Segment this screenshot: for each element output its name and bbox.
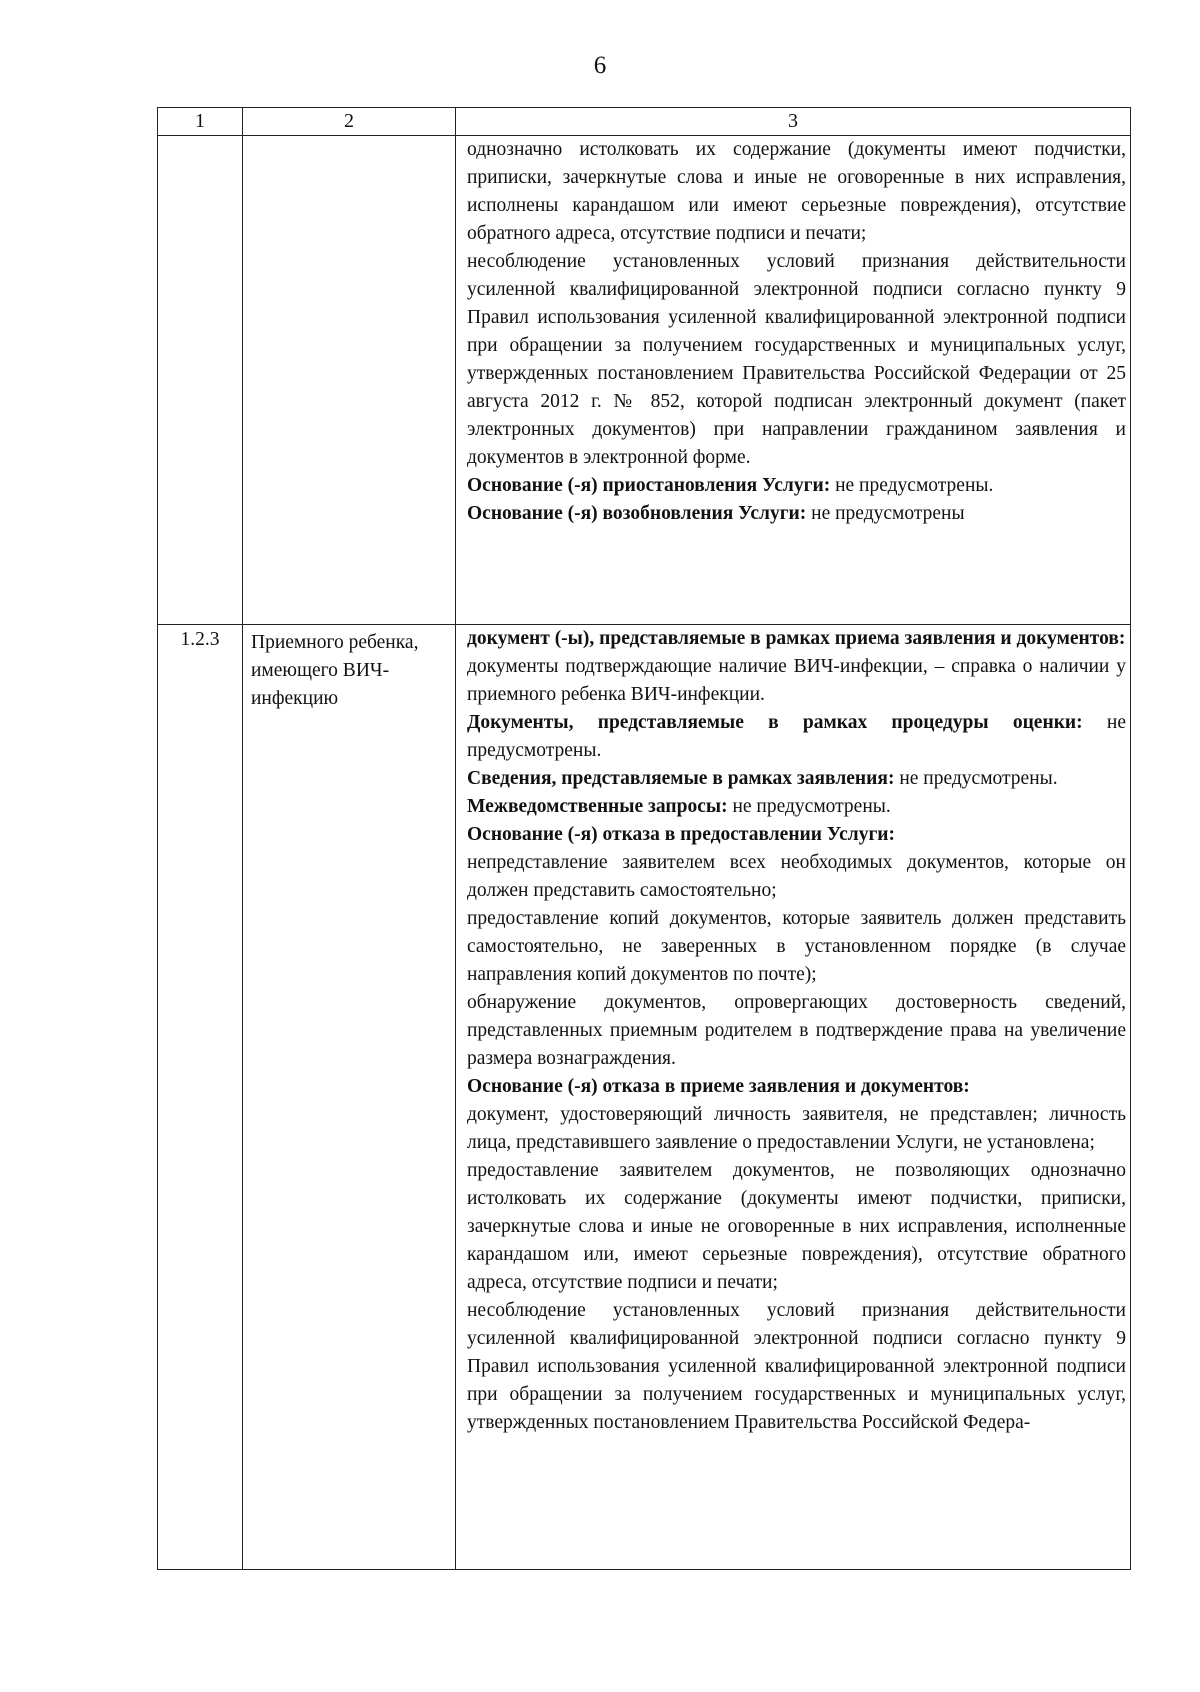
content-paragraph: обнаружение документов, опровергающих достоверность сведений, представленных приемным родителем в подтверждение права на увеличение размера вознаграждения. <box>467 992 1126 1069</box>
content-text: не предусмотрены. <box>894 768 1058 789</box>
content-paragraph <box>467 500 1126 528</box>
table-header-row <box>158 108 1131 136</box>
table-row <box>158 625 1131 1570</box>
content-text: не предусмотрены <box>806 503 965 524</box>
row-description <box>243 136 456 625</box>
content-paragraph <box>467 625 1126 653</box>
content-label: Основание (-я) приостановления Услуги: <box>467 475 831 496</box>
content-label: Основание (-я) отказа в предоставлении Услуги: <box>467 824 896 845</box>
content-paragraph <box>467 709 1126 765</box>
content-paragraph: документ, удостоверяющий личность заявителя, не представлен; личность лица, представившего заявление о предоставлении Услуги, не установлена; <box>467 1104 1126 1153</box>
table-row <box>158 136 1131 625</box>
content-paragraph: предоставление копий документов, которые заявитель должен представить самостоятельно, не заверенных в установленном порядке (в случае направления копий документов по почте); <box>467 908 1126 985</box>
content-label: Основание (-я) отказа в приеме заявления и документов: <box>467 1076 970 1097</box>
content-paragraph <box>467 821 1126 849</box>
row-description: Приемного ребенка, имеющего ВИЧ-инфекцию <box>243 625 456 1570</box>
content-paragraph <box>467 472 1126 500</box>
content-paragraph: несоблюдение установленных условий признания действительности усиленной квалифицированной электронной подписи согласно пункту 9 Правил использования усиленной квалифицированной электронной подписи при обращении за получением государственных и муниципальных услуг, утвержденных постановлением Правительства Российской Федера- <box>467 1300 1126 1433</box>
content-label: документ (-ы), представляемые в рамках приема заявления и документов: <box>467 628 1126 649</box>
column-header-1: 1 <box>158 108 243 136</box>
content-paragraph: несоблюдение установленных условий признания действительности усиленной квалифицированной электронной подписи согласно пункту 9 Правил использования усиленной квалифицированной электронной подписи при обращении за получением государственных и муниципальных услуг, утвержденных постановлением Правительства Российской Федерации от 25 августа 2012 г. № 852, которой подписан электронный документ (пакет электронных документов) при направлении гражданином заявления и документов в электронной форме. <box>467 251 1126 468</box>
content-paragraph <box>467 765 1126 793</box>
column-header-2: 2 <box>243 108 456 136</box>
row-number <box>158 136 243 625</box>
content-paragraph <box>467 1073 1126 1101</box>
content-paragraph: документы подтверждающие наличие ВИЧ-инфекции, – справка о наличии у приемного ребенка ВИЧ-инфекции. <box>467 656 1126 705</box>
content-text: не предусмотрены. <box>727 796 891 817</box>
content-label: Межведомственные запросы: <box>467 796 728 817</box>
page-number: 6 <box>593 52 607 79</box>
row-number: 1.2.3 <box>158 625 243 1570</box>
row-content <box>456 625 1131 1570</box>
content-paragraph: предоставление заявителем документов, не позволяющих однозначно истолковать их содержание (документы имеют подчистки, приписки, зачеркнутые слова и иные не оговоренные в них исправления, исполненные карандашом или, имеют серьезные повреждения), отсутствие обратного адреса, отсутствие подписи и печати; <box>467 1160 1126 1293</box>
content-paragraph <box>467 793 1126 821</box>
content-label: Основание (-я) возобновления Услуги: <box>467 503 807 524</box>
content-label: Документы, представляемые в рамках процедуры оценки: <box>467 712 1083 733</box>
content-paragraph: однозначно истолковать их содержание (документы имеют подчистки, приписки, зачеркнутые слова и иные не оговоренные в них исправления, исполнены карандашом или имеют серьезные повреждения), отсутствие обратного адреса, отсутствие подписи и печати; <box>467 139 1126 244</box>
content-text: не предусмотрены. <box>830 475 994 496</box>
row-content <box>456 136 1131 625</box>
column-header-3: 3 <box>456 108 1131 136</box>
content-text: не предусмотрены. <box>467 712 1127 761</box>
content-label: Сведения, представляемые в рамках заявления: <box>467 768 895 789</box>
requirements-table <box>157 107 1131 1570</box>
content-paragraph: непредставление заявителем всех необходимых документов, которые он должен представить самостоятельно; <box>467 852 1126 901</box>
